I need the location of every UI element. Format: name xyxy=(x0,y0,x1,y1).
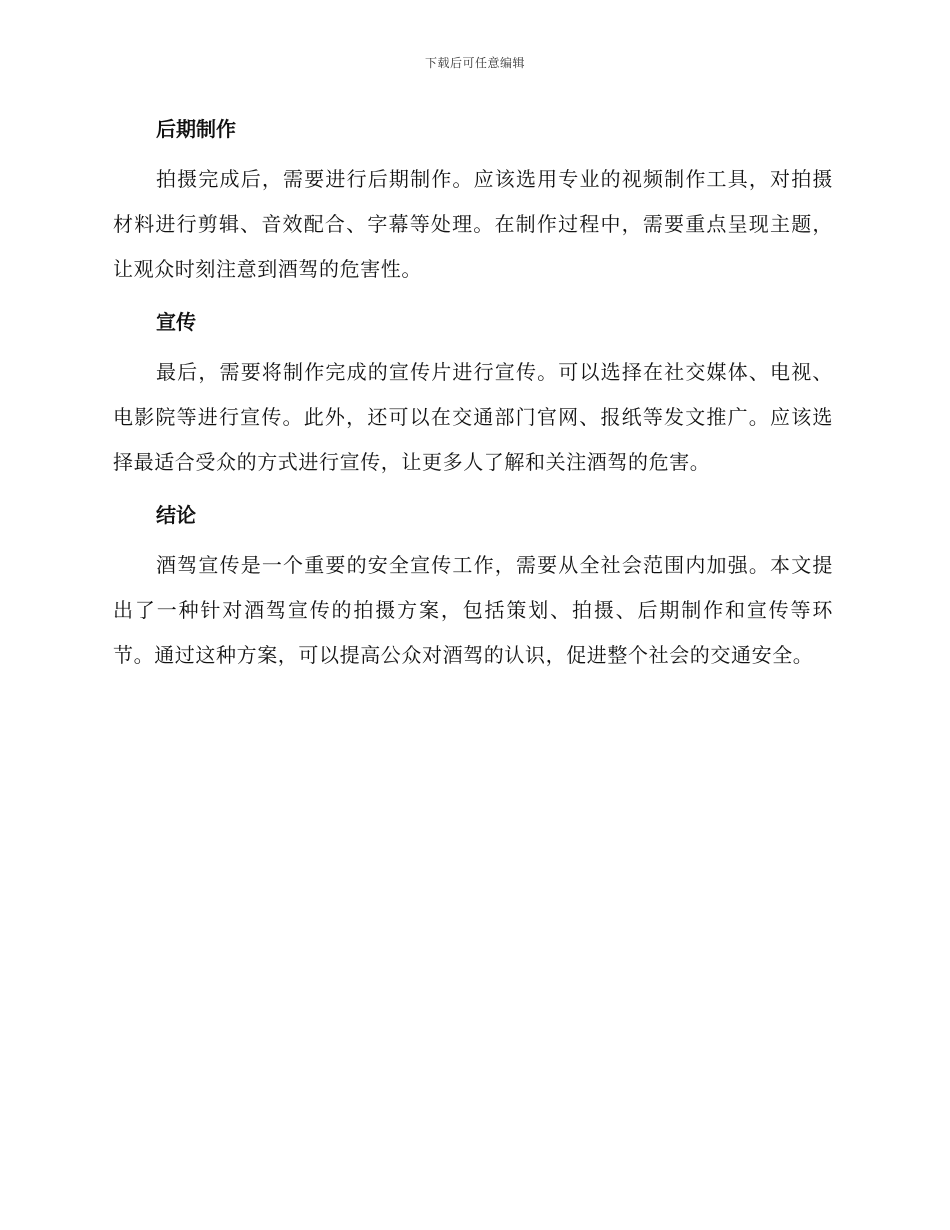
section-post-production xyxy=(113,107,833,292)
section-paragraph: 拍摄完成后，需要进行后期制作。应该选用专业的视频制作工具，对拍摄材料进行剪辑、音效配合、字幕等处理。在制作过程中，需要重点呈现主题，让观众时刻注意到酒驾的危害性。 xyxy=(113,167,833,281)
section-paragraph: 最后，需要将制作完成的宣传片进行宣传。可以选择在社交媒体、电视、电影院等进行宣传。此外，还可以在交通部门官网、报纸等发文推广。应该选择最适合受众的方式进行宣传，让更多人了解和关注酒驾的危害。 xyxy=(113,360,833,474)
section-paragraph: 酒驾宣传是一个重要的安全宣传工作，需要从全社会范围内加强。本文提出了一种针对酒驾宣传的拍摄方案，包括策划、拍摄、后期制作和宣传等环节。通过这种方案，可以提高公众对酒驾的认识，促进整个社会的交通安全。 xyxy=(113,553,833,667)
page-header: 下载后可任意编辑 xyxy=(424,56,525,70)
section-heading: 后期制作 xyxy=(156,117,236,141)
section-promotion xyxy=(113,300,833,485)
section-heading: 宣传 xyxy=(156,310,196,334)
section-heading: 结论 xyxy=(156,503,196,527)
document-body xyxy=(113,107,833,686)
section-conclusion xyxy=(113,493,833,678)
